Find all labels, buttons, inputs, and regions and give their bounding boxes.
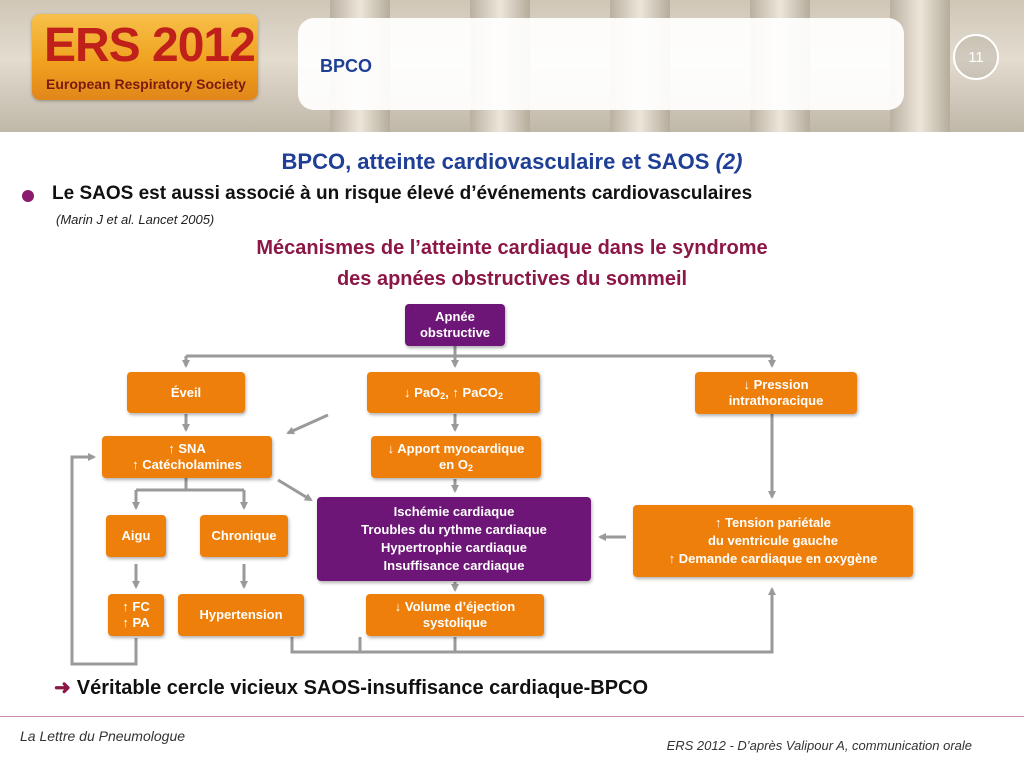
box-text: Ischémie cardiaque: [393, 504, 515, 519]
box-text: obstructive: [419, 325, 491, 340]
box-pao2-paco2: [367, 372, 540, 413]
box-text: Insuffisance cardiaque: [383, 558, 525, 573]
diagram-subtitle-line2: des apnées obstructives du sommeil: [336, 268, 688, 290]
reference-citation: (Marin J et al. Lancet 2005): [56, 212, 215, 227]
box-text: ↓ Pression: [743, 377, 809, 392]
box-text: ↑ FC: [122, 599, 150, 614]
text-part: ↓ PaO: [404, 384, 441, 400]
conclusion-text: Véritable cercle vicieux SAOS-insuffisance cardiaque-BPCO: [76, 677, 649, 699]
footer-source: La Lettre du Pneumologue: [20, 728, 186, 744]
box-text: ↓ Apport myocardique: [387, 441, 525, 456]
page-number: 11: [953, 34, 999, 80]
footer-divider: [0, 716, 1024, 717]
slide-title-main: BPCO, atteinte cardiovasculaire et SAOS: [281, 149, 710, 174]
diagram-subtitle-line1: Mécanismes de l’atteinte cardiaque dans le syndrome: [256, 237, 768, 259]
box-text: ↑ Catécholamines: [132, 457, 242, 472]
box-text: ↑ Demande cardiaque en oxygène: [668, 551, 878, 566]
box-aigu: [106, 515, 166, 557]
box-text: Troubles du rythme cardiaque: [361, 522, 547, 537]
box-text: ↑ Tension pariétale: [714, 515, 832, 530]
box-text: systolique: [422, 615, 488, 630]
box-text: ↑ PA: [122, 615, 150, 630]
logo-title: ERS 2012: [44, 19, 255, 72]
box-text: Hypertension: [199, 607, 283, 622]
arrow-sna-to-ischemie: [278, 480, 311, 500]
box-text: ↓ Volume d’éjection: [394, 599, 516, 614]
text-part: , ↑ PaCO: [445, 384, 498, 400]
conclusion: [54, 675, 648, 700]
logo-subtitle: European Respiratory Society: [46, 76, 246, 92]
box-text: intrathoracique: [728, 393, 824, 408]
box-apnee-obstructive: [405, 304, 505, 346]
subscript: 2: [467, 463, 473, 473]
box-eveil: [127, 372, 245, 413]
box-text: Éveil: [170, 384, 202, 400]
footer-credit: ERS 2012 - D’après Valipour A, communication orale: [666, 738, 972, 753]
box-ischemie-cardiaque: [317, 497, 591, 581]
box-hypertension: [178, 594, 304, 636]
box-text: Apnée: [435, 309, 475, 324]
slide-title-suffix: (2): [715, 149, 743, 174]
box-text: [388, 457, 525, 473]
arrow-right-icon: ➜: [54, 677, 71, 699]
subscript: 2: [497, 390, 503, 401]
box-volume-ejection: [366, 594, 544, 636]
section-title: BPCO: [320, 56, 373, 76]
box-text: Aigu: [121, 528, 151, 543]
box-text: [404, 385, 503, 401]
arrow-to-sna-diagonal: [288, 415, 328, 433]
subscript: 2: [440, 390, 446, 401]
box-text: Hypertrophie cardiaque: [381, 540, 527, 555]
box-apport-myocardique: [371, 436, 541, 478]
box-pression-intrathoracique: [695, 372, 857, 414]
box-text: ↑ SNA: [168, 441, 206, 456]
box-sna-catecholamines: [102, 436, 272, 478]
box-chronique: [200, 515, 288, 557]
box-text: du ventricule gauche: [707, 533, 839, 548]
box-text: Chronique: [211, 528, 277, 543]
bullet-text: Le SAOS est aussi associé à un risque élevé d’événements cardiovasculaires: [52, 183, 753, 204]
box-fc-pa: [108, 594, 164, 636]
box-tension-parietale: [633, 505, 913, 577]
text-part: en O: [439, 457, 468, 472]
